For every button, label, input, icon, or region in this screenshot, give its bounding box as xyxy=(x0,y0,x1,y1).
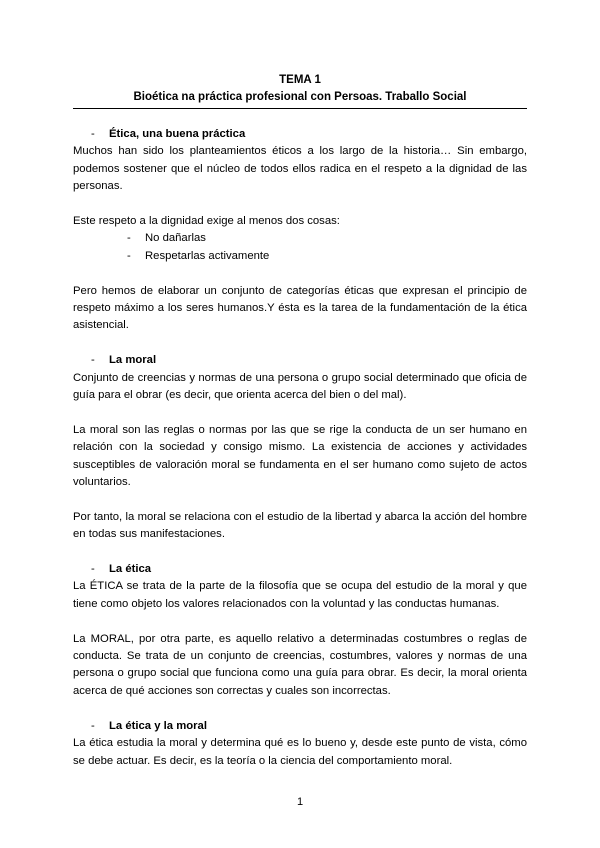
section-heading-text: Ética, una buena práctica xyxy=(109,128,246,140)
bullet-dash: - xyxy=(91,719,95,732)
bullet-dash: - xyxy=(127,249,131,262)
document-subtitle: Bioética na práctica profesional con Persoas. Traballo Social xyxy=(133,91,467,103)
paragraph: La ÉTICA se trata de la parte de la filosofía que se ocupa del estudio de la moral y que tiene como objeto los valores relacionados con la voluntad y las conductas humanas. xyxy=(73,580,527,610)
paragraph: Este respeto a la dignidad exige al menos dos cosas: xyxy=(73,215,340,228)
paragraph: La ética estudia la moral y determina qué es lo bueno y, desde este punto de vista, cómo se debe actuar. Es decir, es la teoría o la ciencia del comportamiento moral. xyxy=(73,737,527,767)
section-heading-text: La ética xyxy=(109,563,152,576)
bullet-dash: - xyxy=(127,232,131,245)
bullet-list xyxy=(73,230,527,265)
bullet-dash: - xyxy=(91,354,95,367)
list-item xyxy=(127,230,527,247)
section-heading-la-moral xyxy=(91,352,527,369)
section-heading-etica-y-moral xyxy=(91,718,527,735)
bullet-dash: - xyxy=(91,128,95,140)
paragraph: Pero hemos de elaborar un conjunto de categorías éticas que expresan el principio de respeto máximo a los seres humanos.Y ésta es la tarea de la fundamentación de la ética asistencial. xyxy=(73,284,527,332)
section-heading-la-etica xyxy=(91,561,527,578)
document-header xyxy=(73,72,527,106)
paragraph: Por tanto, la moral se relaciona con el estudio de la libertad y abarca la acción del hombre en todas sus manifestaciones. xyxy=(73,510,527,541)
header-divider xyxy=(73,108,527,109)
list-item-text: Respetarlas activamente xyxy=(145,249,270,262)
section-heading-etica-buena-practica xyxy=(91,126,527,143)
section-heading-text: La moral xyxy=(109,354,157,367)
paragraph: La moral son las reglas o normas por las que se rige la conducta de un ser humano en relación con la sociedad y consigo mismo. La existencia de acciones y actividades susceptibles de valoración moral se fundamenta en el ser humano como sujeto de actos voluntarios. xyxy=(73,423,527,489)
page-number: 1 xyxy=(296,796,304,808)
paragraph: La MORAL, por otra parte, es aquello relativo a determinadas costumbres o reglas de conducta. Se trata de un conjunto de creencias, costumbres, valores y normas de una persona o grupo social que funciona como una guía para obrar. Es decir, la moral orienta acerca de qué acciones son correctas y cuales son incorrectas. xyxy=(73,632,527,697)
document-title: TEMA 1 xyxy=(279,74,321,86)
section-heading-text: La ética y la moral xyxy=(109,719,207,732)
paragraph: Muchos han sido los planteamientos éticos a los largo de la historia… Sin embargo, podemos sostener que el núcleo de todos ellos radica en el respeto a la dignidad de las personas. xyxy=(73,145,527,193)
list-item xyxy=(127,248,527,265)
document-body xyxy=(73,126,527,770)
list-item-text: No dañarlas xyxy=(145,232,206,245)
bullet-dash: - xyxy=(91,563,95,576)
paragraph: Conjunto de creencias y normas de una persona o grupo social determinado que oficia de guía para el obrar (es decir, que orienta acerca del bien o del mal). xyxy=(73,371,527,402)
